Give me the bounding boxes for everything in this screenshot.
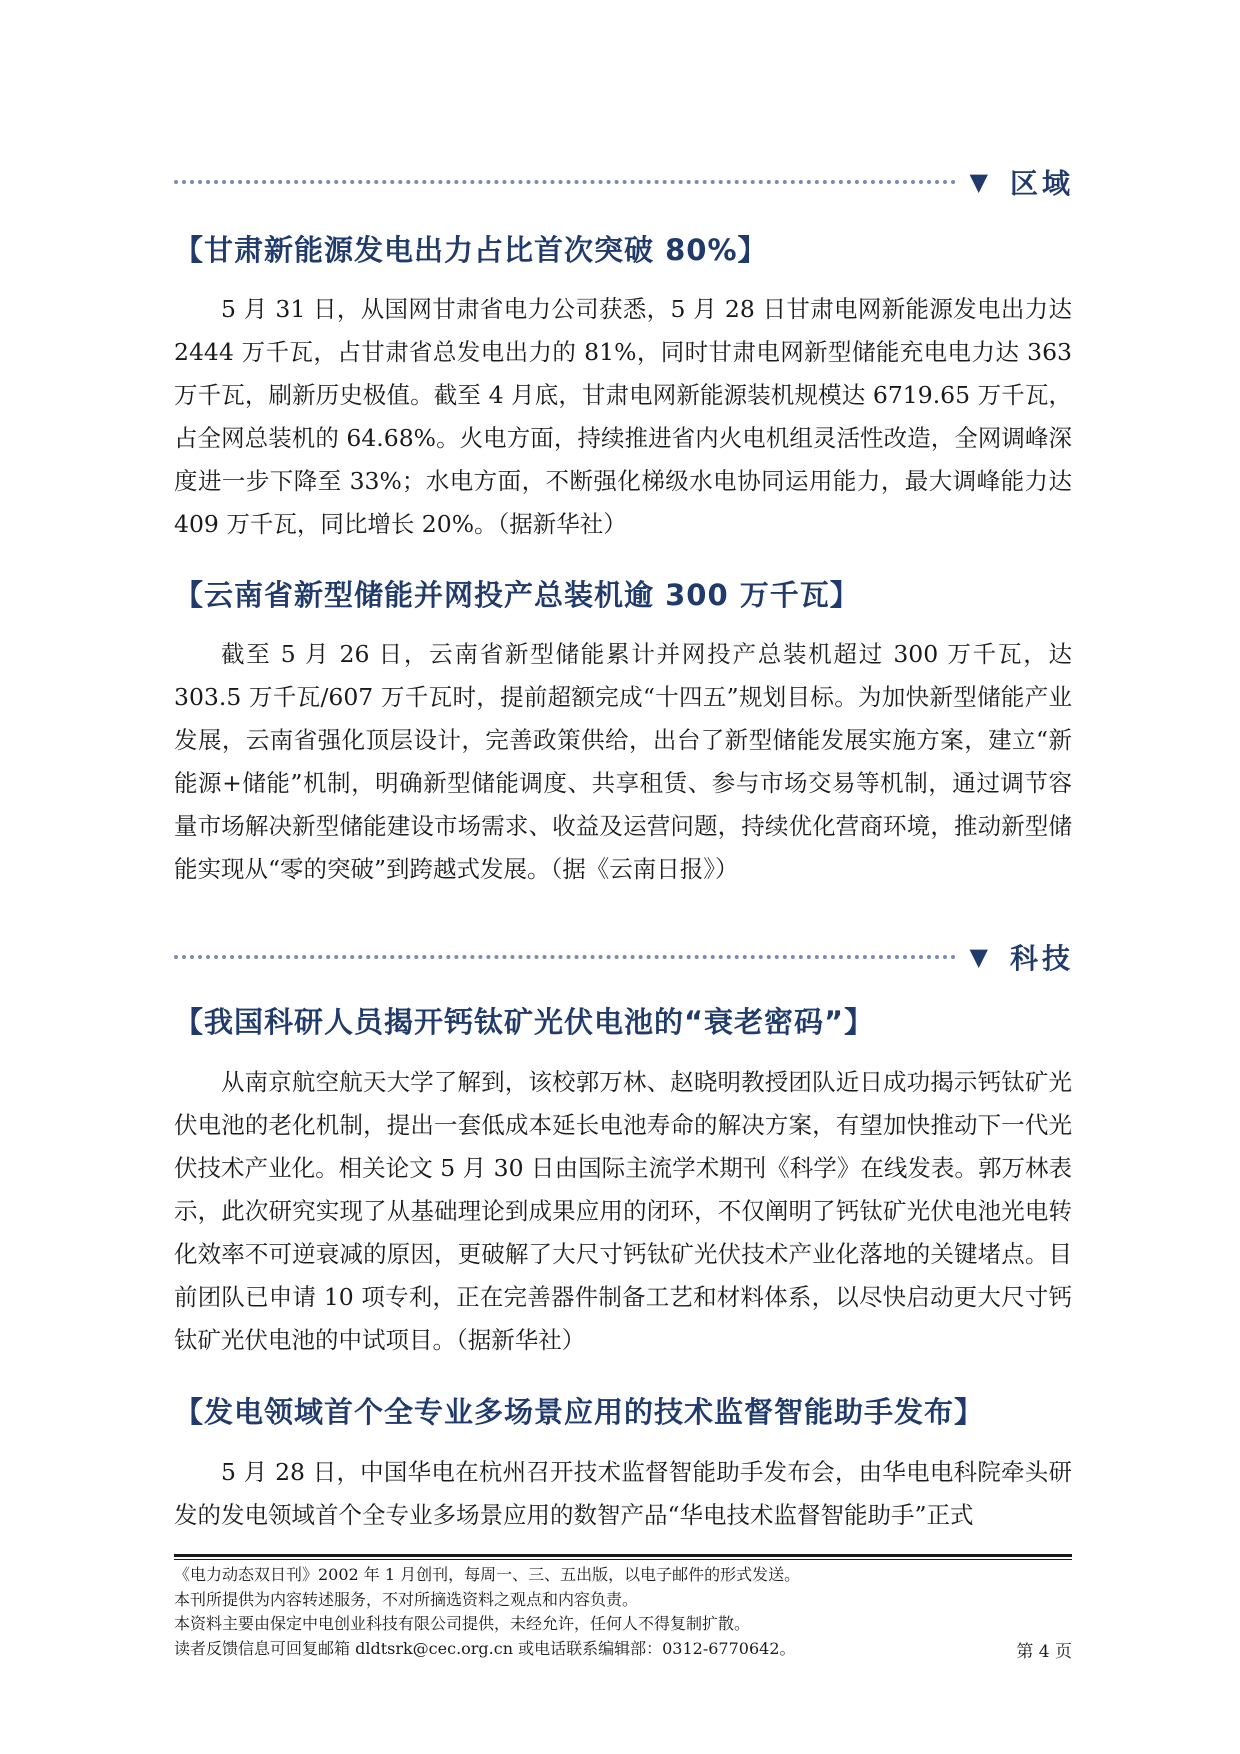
- article-title-gansu: 【甘肃新能源发电出力占比首次突破 80%】: [174, 233, 768, 267]
- article-body-yunnan: 截至 5 月 26 日，云南省新型储能累计并网投产总装机超过 300 万千瓦，达 303.5 万千瓦/607 万千瓦时，提前超额完成“十四五”规划目标。为加快新型储能产业发展，云南省强化顶层设计，完善政策供给，出台了新型储能发展实施方案，建立“新能源+储能”机制，明确新型储能调度、共享租赁、参与市场交易等机制，通过调节容量市场解决新型储能建设市场需求、收益及运营问题，持续优化营商环境，推动新型储能实现从“零的突破”到跨越式发展。（据《云南日报》）: [174, 640, 1072, 883]
- article-title-perovskite: 【我国科研人员揭开钙钛矿光伏电池的“衰老密码”】: [174, 1005, 875, 1039]
- section-header-region: [174, 162, 1074, 202]
- dotted-divider: [174, 955, 956, 959]
- footer-line-publication: 《电力动态双日刊》2002 年 1 月创刊，每周一、三、五出版，以电子邮件的形式发送。: [174, 1565, 801, 1584]
- footer-line-disclaimer: 本刊所提供为内容转述服务，不对所摘选资料之观点和内容负责。: [174, 1589, 639, 1609]
- triangle-down-icon: ▼: [969, 168, 988, 196]
- article-body-gansu: 5 月 31 日，从国网甘肃省电力公司获悉，5 月 28 日甘肃电网新能源发电出力达 2444 万千瓦，占甘肃省总发电出力的 81%，同时甘肃电网新型储能充电电力达 363 万千瓦，刷新历史极值。截至 4 月底，甘肃电网新能源装机规模达 6719.65 万千瓦，占全网总装机的 64.68%。火电方面，持续推进省内火电机组灵活性改造，全网调峰深度进一步下降至 33%；水电方面，不断强化梯级水电协同运用能力，最大调峰能力达 409 万千瓦，同比增长 20%。（据新华社）: [174, 295, 1072, 538]
- article-body-huadian: 5 月 28 日，中国华电在杭州召开技术监督智能助手发布会，由华电电科院牵头研发的发电领域首个全专业多场景应用的数智产品“华电技术监督智能助手”正式: [174, 1458, 1072, 1529]
- section-label-region: 区域: [1009, 167, 1074, 200]
- triangle-down-icon: ▼: [969, 943, 988, 971]
- footer-notes: [174, 1563, 1072, 1661]
- footer-divider: [174, 1554, 1072, 1560]
- article-title-huadian: 【发电领域首个全专业多场景应用的技术监督智能助手发布】: [174, 1395, 985, 1429]
- section-header-tech: [174, 937, 1074, 977]
- section-label-tech: 科技: [1009, 942, 1074, 975]
- article-body-perovskite: 从南京航空航天大学了解到，该校郭万林、赵晓明教授团队近日成功揭示钙钛矿光伏电池的老化机制，提出一套低成本延长电池寿命的解决方案，有望加快推动下一代光伏技术产业化。相关论文 5 月 30 日由国际主流学术期刊《科学》在线发表。郭万林表示，此次研究实现了从基础理论到成果应用的闭环，不仅阐明了钙钛矿光伏电池光电转化效率不可逆衰减的原因，更破解了大尺寸钙钛矿光伏技术产业化落地的关键堵点。目前团队已申请 10 项专利，正在完善器件制备工艺和材料体系，以尽快启动更大尺寸钙钛矿光伏电池的中试项目。（据新华社）: [174, 1068, 1072, 1354]
- footer-line-contact: 读者反馈信息可回复邮箱 dldtsrk@cec.org.cn 或电话联系编辑部：0312-6770642。: [174, 1638, 796, 1658]
- dotted-divider: [174, 180, 956, 184]
- footer-line-copyright: 本资料主要由保定中电创业科技有限公司提供，未经允许，任何人不得复制扩散。: [174, 1614, 751, 1633]
- article-title-yunnan: 【云南省新型储能并网投产总装机逾 300 万千瓦】: [174, 578, 860, 612]
- page-number: 第 4 页: [1016, 1642, 1072, 1662]
